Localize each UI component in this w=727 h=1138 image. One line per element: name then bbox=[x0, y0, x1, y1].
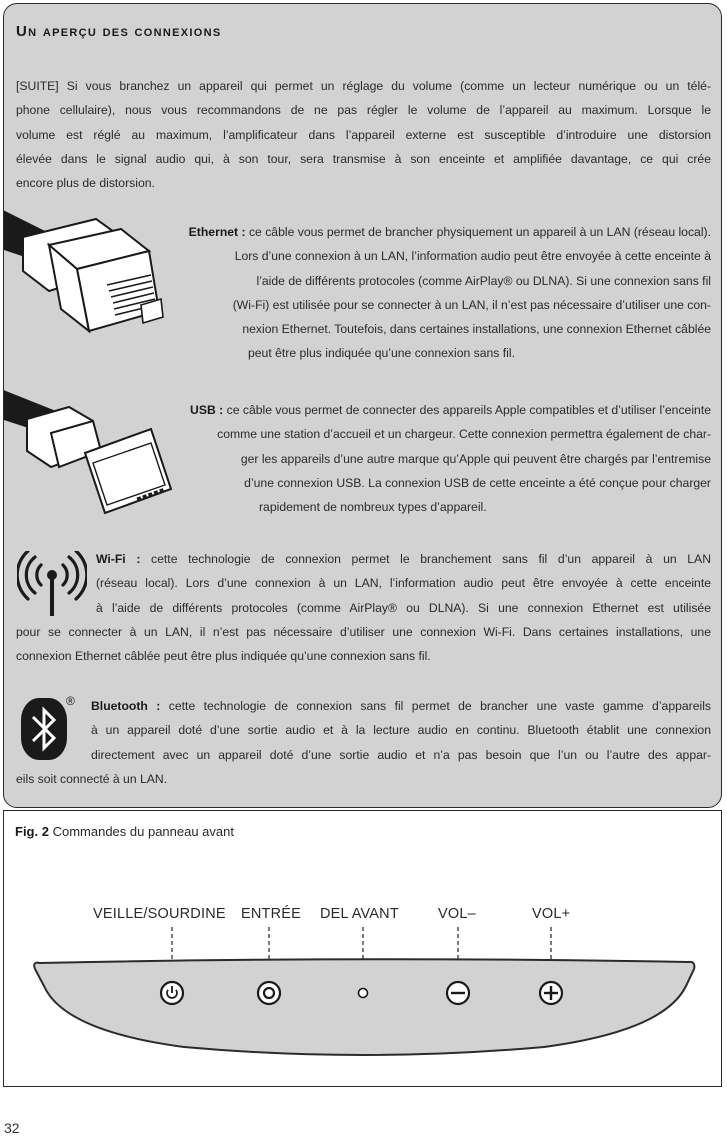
ethernet-line: Lors d’une connexion à un LAN, l’information audio peut être envoyée à cette enceinte à bbox=[234, 249, 711, 264]
usb-line: rapidement de nombreux types d’appareil. bbox=[259, 500, 487, 515]
wifi-line: cette technologie de connexion permet le branchement sans fil d’un appareil à un LAN bbox=[151, 552, 711, 566]
section-title bbox=[16, 23, 222, 40]
wifi-term: Wi-Fi : bbox=[96, 552, 141, 566]
bluetooth-paragraph bbox=[16, 694, 711, 791]
connections-panel bbox=[3, 3, 722, 808]
figure-front-panel bbox=[3, 810, 722, 1087]
usb-line: d’une connexion USB. La connexion USB de cette enceinte a été conçue pour charger bbox=[244, 475, 711, 490]
bluetooth-line: directement avec un appareil doté d’une sortie audio et n’a pas besoin que l’un ou l’autre des appar- bbox=[91, 747, 711, 762]
power-icon bbox=[161, 982, 183, 1004]
wifi-line: (réseau local). Lors d’une connexion à un LAN, l’information audio peut être envoyée à cette enceinte bbox=[96, 576, 711, 591]
bluetooth-line: eils soit connecté à un LAN. bbox=[16, 771, 168, 786]
label-vol-down: VOL– bbox=[438, 906, 476, 922]
usb-term: USB : bbox=[190, 403, 224, 417]
label-standby-mute: VEILLE/SOURDINE bbox=[93, 906, 226, 922]
led-indicator-icon bbox=[359, 989, 368, 998]
ethernet-paragraph bbox=[111, 220, 711, 366]
intro-line: [SUITE] Si vous branchez un appareil qui permet un réglage du volume (comme un lecteur numérique ou un télé- bbox=[16, 79, 711, 93]
bluetooth-term: Bluetooth : bbox=[91, 699, 161, 713]
label-vol-up: VOL+ bbox=[532, 906, 571, 922]
wifi-line: pour se connecter à un LAN, il n’est pas nécessaire d’utiliser une connexion Wi-Fi. Dans certaines installations, une bbox=[16, 624, 711, 639]
bluetooth-line: cette technologie de connexion sans fil permet de brancher une vaste gamme d’appareils bbox=[168, 699, 712, 713]
wifi-line: connexion Ethernet câblée peut être plus indiquée qu’une connexion sans fil. bbox=[16, 649, 431, 664]
figure-label: Fig. 2 bbox=[15, 824, 49, 839]
intro-line: encore plus de distorsion. bbox=[16, 176, 155, 191]
ethernet-line: ce câble vous permet de brancher physiquement un appareil à un LAN (réseau local). bbox=[248, 225, 711, 239]
page-number: 32 bbox=[4, 1120, 20, 1136]
minus-icon bbox=[447, 982, 469, 1004]
usb-line: comme une station d’accueil et un chargeur. Cette connexion permettra également de char- bbox=[217, 427, 711, 442]
bluetooth-line: à un appareil doté d’une sortie audio et à la lecture audio en continu. Bluetooth établit une connexion bbox=[91, 723, 711, 738]
figure-caption-text: Commandes du panneau avant bbox=[52, 824, 234, 839]
wifi-line: à l’aide de différents protocoles (comme AirPlay® ou DLNA). Si une connexion Ethernet est utilisée bbox=[96, 600, 711, 615]
usb-line: ger les appareils d’une autre marque qu’Apple qui peuvent être chargés par l’entremise bbox=[240, 451, 711, 466]
intro-line: volume est réglé au maximum, l’amplificateur dans l’appareil externe est susceptible d’introduire une distorsion bbox=[16, 127, 711, 142]
title-initial: U bbox=[16, 23, 29, 40]
plus-icon bbox=[540, 982, 562, 1004]
front-panel-diagram bbox=[4, 811, 720, 1085]
registered-mark: ® bbox=[66, 694, 75, 708]
ethernet-line: peut être plus indiquée qu’une connexion sans fil. bbox=[248, 346, 515, 361]
ethernet-line: nexion Ethernet. Toutefois, dans certaines installations, une connexion Ethernet câblée bbox=[242, 322, 711, 337]
input-ring-icon bbox=[258, 982, 280, 1004]
ethernet-line: (Wi-Fi) est utilisée pour se connecter à un LAN, il n’est pas nécessaire d’utiliser une con- bbox=[232, 297, 711, 312]
usb-paragraph bbox=[111, 398, 711, 519]
label-front-led: DEL AVANT bbox=[320, 906, 399, 922]
title-rest: n aperçu des connexions bbox=[28, 23, 222, 40]
wifi-paragraph bbox=[16, 547, 711, 668]
intro-line: phone cellulaire), nous vous recommandons de ne pas régler le volume de l’appareil au maximum. Lorsque le bbox=[16, 103, 711, 118]
usb-line: ce câble vous permet de connecter des appareils Apple compatibles et d’utiliser l’enceinte bbox=[226, 403, 711, 417]
intro-paragraph bbox=[16, 74, 711, 195]
front-panel-body bbox=[34, 959, 694, 1055]
intro-line: élevée dans le signal audio qui, à son tour, sera transmise à son enceinte et amplifiée davantage, ce qui crée bbox=[16, 151, 711, 166]
ethernet-line: l’aide de différents protocoles (comme AirPlay® ou DLNA). Si une connexion sans fil bbox=[256, 273, 711, 288]
label-input: ENTRÉE bbox=[241, 906, 302, 922]
ethernet-term: Ethernet : bbox=[188, 225, 246, 239]
